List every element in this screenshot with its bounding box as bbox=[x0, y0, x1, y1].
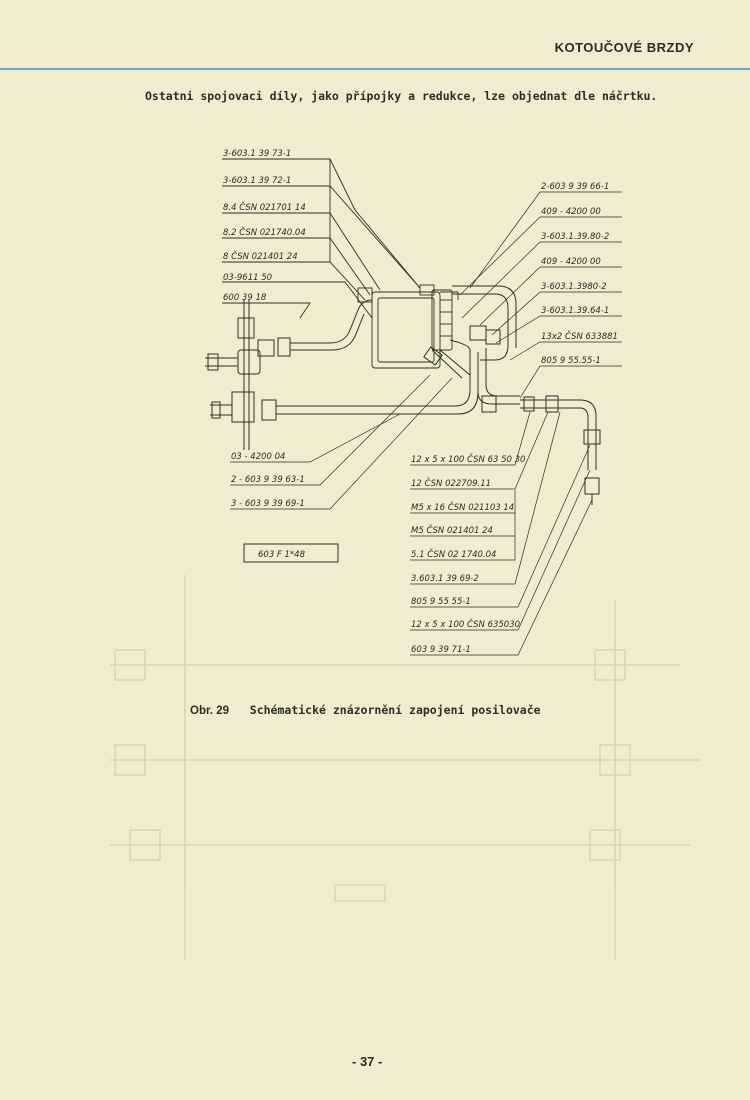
part-label: M5 x 16 ČSN 021103 14 bbox=[411, 503, 515, 513]
part-label: 12 ČSN 022709.11 bbox=[411, 479, 492, 489]
part-label: 3 - 603 9 39 69-1 bbox=[231, 499, 305, 509]
section-title: KOTOUČOVÉ BRZDY bbox=[554, 40, 694, 55]
part-label: 603 9 39 71-1 bbox=[411, 645, 471, 655]
part-label: 3.603.1 39 69-2 bbox=[411, 574, 479, 584]
part-label: 2 - 603 9 39 63-1 bbox=[231, 475, 305, 485]
figure-number: Obr. 29 bbox=[190, 705, 229, 717]
part-label: 409 - 4200 00 bbox=[541, 207, 601, 217]
part-label: 600 39 18 bbox=[223, 293, 267, 303]
bottom-right-label-group bbox=[411, 453, 525, 655]
part-label: 2-603 9 39 66-1 bbox=[541, 182, 610, 192]
part-label: M5 ČSN 021401 24 bbox=[411, 526, 493, 536]
part-label: 12 x 5 x 100 ČSN 63 50 30 bbox=[411, 455, 526, 465]
part-label: 03-9611 50 bbox=[223, 273, 273, 283]
tee-fitting bbox=[205, 300, 290, 450]
part-label: 3-603.1.39.80-2 bbox=[541, 232, 610, 242]
part-label: 8.2 ČSN 021740.04 bbox=[223, 228, 306, 238]
leader-lines-right bbox=[460, 192, 622, 398]
part-label: 12 x 5 x 100 ČSN 635030 bbox=[411, 620, 521, 630]
part-label: 03 - 4200 04 bbox=[231, 452, 286, 462]
part-label: 3-603.1.3980-2 bbox=[541, 282, 607, 292]
part-label: 805 9 55.55-1 bbox=[541, 356, 601, 366]
part-code-box-label: 603 F 1*48 bbox=[258, 550, 305, 560]
part-label: 3-603.1 39 73-1 bbox=[223, 149, 292, 159]
figure-caption bbox=[190, 703, 541, 717]
part-label: 805 9 55 55-1 bbox=[411, 597, 471, 607]
intro-text: Ostatni spojovaci díly, jako přípojky a redukce, lze objednat dle náčrtku. bbox=[145, 89, 658, 103]
show-through-drawing bbox=[110, 575, 700, 960]
part-label: 8.4 ČSN 021701 14 bbox=[223, 203, 306, 213]
page-number: - 37 - bbox=[352, 1054, 383, 1069]
figure-caption-text: Schématické znázornění zapojení posilovače bbox=[249, 703, 541, 717]
booster-unit bbox=[358, 285, 458, 368]
bottom-left-label-group bbox=[231, 452, 305, 509]
part-label: 3-603.1 39 72-1 bbox=[223, 176, 292, 186]
part-label: 3-603.1.39.64-1 bbox=[541, 306, 610, 316]
right-label-group bbox=[541, 182, 618, 366]
part-label: 13x2 ČSN 633881 bbox=[541, 332, 618, 342]
left-label-group bbox=[223, 149, 306, 303]
part-label: 8 ČSN 021401 24 bbox=[223, 252, 298, 262]
brake-pipe bbox=[276, 286, 600, 505]
part-label: 5.1 ČSN 02 1740.04 bbox=[411, 550, 497, 560]
part-label: 409 - 4200 00 bbox=[541, 257, 601, 267]
